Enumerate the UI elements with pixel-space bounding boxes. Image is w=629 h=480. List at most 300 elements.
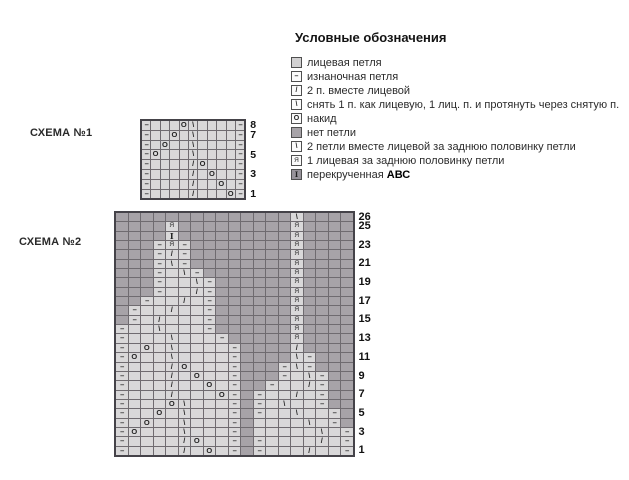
grid-cell: O [191,372,203,380]
grid-cell [279,260,291,268]
row-number: 7 [358,388,365,401]
grid-cell [279,278,291,286]
grid-cell [229,325,241,333]
grid-cell [329,297,341,305]
grid-cell [266,437,278,445]
grid-cell: – [316,391,328,399]
grid-cell: – [236,131,244,140]
row-number: 5 [358,406,365,419]
grid-cell: – [341,437,353,445]
grid-cell: – [142,170,150,179]
grid-cell [161,131,169,140]
grid-cell: Я [291,269,303,277]
grid-cell [304,278,316,286]
grid-cell [304,334,316,342]
grid-cell: – [116,344,128,352]
grid-cell [217,121,225,130]
grid-cell [141,241,153,249]
grid-cell [341,232,353,240]
grid-cell [241,409,253,417]
grid-cell [241,316,253,324]
grid-cell [216,381,228,389]
grid-cell [341,269,353,277]
grid-cell [216,363,228,371]
grid-cell [341,213,353,221]
grid-cell: Я [166,241,178,249]
grid-cell [241,447,253,455]
grid-cell [161,160,169,169]
grid-cell [179,232,191,240]
grid-cell: O [171,130,178,139]
grid-cell [191,400,203,408]
grid-cell [254,288,266,296]
legend-item-label: 2 п. вместе лицевой [307,85,411,97]
grid-cell: – [229,344,241,352]
grid-cell [179,372,191,380]
grid-cell: O [180,121,187,129]
grid-cell: \ [189,141,197,150]
grid-cell [254,372,266,380]
grid-cell [208,160,216,169]
twisted-bar-icon: I [291,169,302,180]
grid-cell [179,278,191,286]
grid-cell [154,437,166,445]
grid-cell [291,428,303,436]
grid-cell [341,334,353,342]
grid-cell: – [341,447,353,455]
grid-cell: O [209,169,215,178]
grid-cell [129,222,141,230]
grid-cell [161,180,169,189]
grid-cell [180,131,188,140]
grid-cell [170,180,178,189]
grid-cell [154,447,166,455]
grid-cell [141,222,153,230]
grid-cell [129,400,141,408]
grid-cell [129,447,141,455]
grid-cell: – [154,278,166,286]
grid-cell: – [204,288,216,296]
grid-cell: O [141,344,153,352]
grid-cell [304,325,316,333]
grid-cell [180,141,188,150]
grid-cell [129,334,141,342]
grid-cell [291,419,303,427]
grid-cell [341,363,353,371]
grid-cell [316,325,328,333]
grid-cell [266,213,278,221]
grid-cell [229,241,241,249]
grid-cell: – [116,409,128,417]
grid-cell [304,344,316,352]
grid-cell [154,400,166,408]
grid-cell [129,269,141,277]
grid-cell [191,381,203,389]
grid-cell: / [179,437,191,445]
grid-cell: / [189,160,197,169]
legend-item [291,169,623,181]
grid-cell [229,232,241,240]
grid-cell [304,250,316,258]
grid-cell [279,437,291,445]
row-number: 17 [358,294,371,307]
grid-cell [170,160,178,169]
grid-cell [198,121,206,130]
grid-cell [129,381,141,389]
grid-cell: – [116,353,128,361]
grid-cell [141,306,153,314]
grid-cell [191,419,203,427]
grid-cell [241,353,253,361]
grid-cell [141,428,153,436]
grid-cell [116,260,128,268]
grid-cell [241,419,253,427]
grid-cell [129,232,141,240]
grid-cell [316,306,328,314]
legend-item [291,127,623,139]
grid-cell: \ [304,372,316,380]
grid-cell [227,121,235,130]
grid-cell: – [179,241,191,249]
grid-cell [279,419,291,427]
grid-cell [229,316,241,324]
grid-cell: – [236,121,244,130]
grid-cell [129,344,141,352]
grid-cell [241,269,253,277]
grid-cell [191,353,203,361]
legend [291,57,623,183]
grid-cell [341,222,353,230]
grid-cell [329,316,341,324]
grid-cell [191,363,203,371]
grid-cell [227,150,235,159]
grid-cell [180,160,188,169]
grid-cell: – [204,306,216,314]
grid-cell [266,372,278,380]
grid-cell [316,288,328,296]
grid-cell: / [189,190,197,199]
grid-cell: – [116,419,128,427]
grid-cell [227,141,235,150]
grid-cell [241,241,253,249]
grid-cell [154,306,166,314]
grid-cell [216,250,228,258]
grid-cell [204,232,216,240]
row-number: 9 [358,369,365,382]
grid-cell: O [179,363,191,371]
row-number: 13 [358,332,371,345]
grid-cell [198,131,206,140]
grid-cell: – [116,325,128,333]
grid-cell: \ [179,419,191,427]
grid-cell [216,297,228,305]
grid-cell: – [229,428,241,436]
grid-cell: – [154,250,166,258]
grid-cell: \ [179,428,191,436]
grid-cell [198,170,206,179]
grid-cell: Я [291,241,303,249]
grid-cell [129,363,141,371]
grid-cell [179,391,191,399]
grid-cell [329,381,341,389]
grid-cell [241,222,253,230]
grid-cell [279,334,291,342]
grid-cell: Я [291,297,303,305]
grid-cell [254,269,266,277]
grid-cell [216,419,228,427]
grid-cell [329,288,341,296]
grid-cell [229,297,241,305]
grid-cell [141,316,153,324]
grid-cell [329,232,341,240]
grid-cell [191,260,203,268]
grid-cell [266,428,278,436]
grid-cell [204,260,216,268]
grid-cell [116,222,128,230]
row-number: 26 [358,210,371,223]
grid-cell [279,306,291,314]
grid-cell [316,297,328,305]
grid-cell [129,372,141,380]
grid-cell [154,381,166,389]
legend-item-label: 2 петли вместе лицевой за заднюю половинку петли [307,141,576,153]
grid-cell: – [142,160,150,169]
grid-cell [191,232,203,240]
grid-cell: O [216,391,228,399]
grid-cell: O [129,428,141,436]
grid-cell [204,409,216,417]
grid-cell [304,409,316,417]
grid-cell [191,297,203,305]
grid-cell: / [166,391,178,399]
grid-cell [179,288,191,296]
grid-cell: \ [291,353,303,361]
grid-cell [129,419,141,427]
grid-cell: / [304,447,316,455]
grid-cell [151,170,159,179]
grid-cell [329,278,341,286]
legend-item [291,155,623,167]
grid-cell [341,288,353,296]
grid-cell: – [229,372,241,380]
grid-cell: – [204,278,216,286]
legend-item [291,57,623,69]
grid-cell [166,419,178,427]
grid-cell [341,306,353,314]
grid-cell: – [266,381,278,389]
chart2 [114,211,371,457]
row-number: 25 [358,220,371,233]
grid-cell: – [142,141,150,150]
grid-cell [179,306,191,314]
grid-cell [227,160,235,169]
grid-cell [166,447,178,455]
grid-cell: Я [291,288,303,296]
grid-cell [341,325,353,333]
grid-cell [341,419,353,427]
grid-cell [304,391,316,399]
grid-cell: I [166,232,178,240]
grid-cell [329,428,341,436]
grid-cell: – [204,297,216,305]
grid-cell [116,278,128,286]
grid-cell: \ [291,213,303,221]
grid-cell [329,250,341,258]
grid-cell [180,150,188,159]
grid-cell: – [316,400,328,408]
grid-cell [216,260,228,268]
grid-cell: \ [291,363,303,371]
grid-cell [216,306,228,314]
grid-cell [179,344,191,352]
grid-cell: – [142,190,150,199]
grid-cell: O [162,140,168,149]
grid-cell: \ [154,325,166,333]
grid-cell [129,278,141,286]
grid-cell [198,180,206,189]
grid-cell [229,260,241,268]
grid-cell [279,447,291,455]
grid-cell [279,250,291,258]
grid-cell: – [129,306,141,314]
grid-cell [166,316,178,324]
grid-cell [316,241,328,249]
grid-cell [116,250,128,258]
grid-cell [141,400,153,408]
grid-cell [266,391,278,399]
grid-cell [304,306,316,314]
grid-cell [304,213,316,221]
grid-cell [241,363,253,371]
grid-cell [191,391,203,399]
grid-cell: – [254,437,266,445]
grid [114,211,355,457]
grid-cell [129,213,141,221]
grid-cell [329,447,341,455]
grid-cell [229,334,241,342]
grid-cell [170,121,178,130]
grid-cell: – [204,325,216,333]
grid-cell [266,325,278,333]
grid-cell [279,391,291,399]
grid-cell [316,353,328,361]
grid-cell [151,180,159,189]
grid-cell [216,353,228,361]
grid-cell [216,428,228,436]
grid-cell: / [179,447,191,455]
grid-cell [129,409,141,417]
grid-cell [141,437,153,445]
grid-cell [241,428,253,436]
row-number: 11 [358,350,371,363]
grid-cell [151,131,159,140]
grid-cell [341,250,353,258]
grid-cell [151,160,159,169]
grid-cell [116,269,128,277]
grid-cell [241,297,253,305]
grid-cell [341,391,353,399]
grid-cell [241,278,253,286]
grid-cell [254,334,266,342]
grid-cell [341,241,353,249]
grid-cell: – [236,170,244,179]
grid-cell [170,190,178,199]
grid-cell [254,232,266,240]
grid-cell [316,260,328,268]
grid-cell [216,241,228,249]
grid-cell [204,428,216,436]
grid-cell: \ [179,409,191,417]
grid-cell [216,344,228,352]
grid-cell [204,241,216,249]
k1-tbl-ya-icon: Я [291,155,302,166]
grid-cell [191,241,203,249]
grid-cell: – [229,353,241,361]
legend-item-label: 1 лицевая за заднюю половинку петли [307,155,505,167]
grid-cell: – [116,400,128,408]
grid-cell [241,391,253,399]
grid-cell [216,409,228,417]
grid-cell: / [191,288,203,296]
grid-cell [204,353,216,361]
grid-cell [191,325,203,333]
grid-cell: / [166,250,178,258]
grid-cell [254,325,266,333]
grid-cell: – [329,419,341,427]
row-number: 19 [358,276,371,289]
row-number: 1 [358,444,365,457]
grid-cell: – [279,372,291,380]
chart1-label: СХЕМА №1 [30,127,93,139]
grid-cell [329,372,341,380]
grid-cell [304,400,316,408]
grid-cell [291,372,303,380]
grid-cell [254,363,266,371]
grid-cell [329,222,341,230]
grid-cell: O [129,353,141,361]
grid-cell [216,288,228,296]
grid-cell [266,334,278,342]
grid-cell: Я [291,232,303,240]
grid-cell [279,288,291,296]
grid-cell: – [254,447,266,455]
grid-cell [304,428,316,436]
grid-cell [204,437,216,445]
grid-cell: – [254,400,266,408]
grid-cell: / [316,437,328,445]
grid-cell [279,269,291,277]
grid-cell [329,363,341,371]
grid-cell [279,316,291,324]
legend-item [291,141,623,153]
grid-cell [266,250,278,258]
grid-cell [266,297,278,305]
row-number: 21 [358,257,371,270]
grid-cell: \ [189,121,197,130]
grid-cell: O [227,189,234,198]
grid-cell: – [179,250,191,258]
yarnover-circle-icon: O [291,113,302,124]
grid-cell: – [154,241,166,249]
grid-cell [216,372,228,380]
grid-cell [216,222,228,230]
grid-cell [291,381,303,389]
grid-cell [227,170,235,179]
grid-cell: – [229,409,241,417]
grid-cell: – [341,428,353,436]
grid-cell [291,400,303,408]
grid-cell [241,232,253,240]
